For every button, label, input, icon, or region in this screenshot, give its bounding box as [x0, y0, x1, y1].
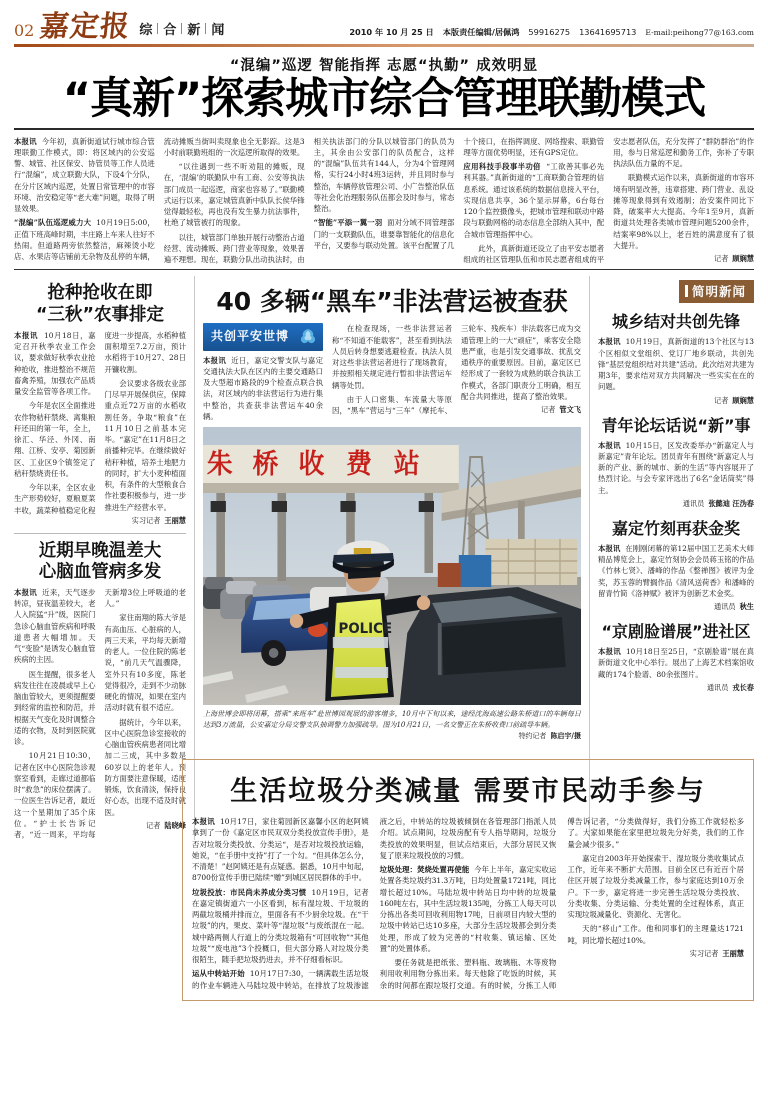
svg-text:收: 收 — [298, 449, 325, 481]
phone-mobile: 13641695713 — [579, 27, 637, 37]
photo-credit: 特约记者 陈启宇/摄 — [518, 730, 581, 740]
right-article-1-para-1: 10月19日，真新街道的13个社区与13个区相似文堂组织、党订厂地乡联动，共创先锋“基层党组织结对共建”活动。此次结对共建为期3年，要求结对双方共同解决一些实实在在的问题。 — [598, 337, 754, 392]
feature-para-7: 天的“移山”工作。他和同事们的主理量达1721吨，同比增长超过10%。 — [567, 924, 744, 945]
left-article-1-para-4: 会议要求各级农业部门尽早开展保供应，保障重点近72万亩的水稻收割任务，争取“粮食”在11月10日之前基本完毕。“嘉定”在11月8日之前播种完毕。在继续做好秸秆种植，培养土地肥力的同时，扩大小麦种植面积，有条件的大型粮食合作社要积极参与，进一步推进生产经营水平。 — [104, 378, 186, 512]
lead-article-body — [14, 136, 754, 266]
middle-column — [194, 276, 590, 840]
section-divider — [181, 23, 182, 34]
responsible-editor: 本版责任编辑/居佩鸿 — [442, 27, 520, 37]
photo-illustration — [203, 427, 581, 705]
section-char-0: 综 — [139, 23, 153, 38]
left-article-2-byline: 记者 陆晓峰 — [146, 820, 186, 830]
editor-email: E-mail:peihong77@163.com — [645, 28, 754, 37]
mid-article-body — [203, 323, 581, 422]
brief-article-1 — [598, 309, 754, 406]
left-column-divider — [14, 533, 186, 534]
section-char-2: 新 — [187, 23, 201, 38]
badge-bar-icon — [685, 285, 688, 297]
right-article-4-dateline: 本报讯 — [598, 647, 621, 657]
left-article-1-byline: 实习记者 王丽慧 — [131, 515, 186, 525]
lead-para-3: “以往遇到一些不听劝阻的摊贩，现在，‘混编’的联勤队中有工商、公安等执法部门成员一起巡逻，商家也容易了。”联勤模式运行以来，嘉定城管真新中队队长侯华锋觉得最轻松，再也没有发生暴力抗法事件，杜绝了城管被打的现象。 — [163, 162, 305, 228]
brief-article-3 — [598, 516, 754, 613]
lead-dateline: 本报讯 — [14, 136, 37, 146]
left-article-1-para-1: 10月18日，嘉定召开秋季农业工作会议，要求做好秋季农业抢种抢收，推进整治不规范畜禽养殖，加强农产品质量安全监管等各项工作。 — [14, 330, 96, 396]
section-char-3: 闻 — [211, 23, 225, 38]
lead-para-1: 今年初，真新街道试行城市综合管理联勤工作模式，即：将区域内的公安巡警、城管、社区保安、协管员等工作人员进行“混编”，成立联勤大队，下设4个分队，在分片区域内巡逻，处置日常管理中的市容环境、治安稳定等“老大难”问题，取得了明显效果。 — [14, 136, 155, 214]
brief-article-4 — [598, 619, 754, 694]
lead-para-4: 以往，城管部门单独开展行动整治占道经营、流动摊贩、跨门营业等现象，效果普遍不理想。现在，联勤分队出动执法时，由相关执法部门的分队以城管部门的队员为主，其余由公安部门的队员配合，这样的“混编”队伍共有144人，分为4个管理网格，实行24小时4班3运转，并且同时参与整治，车辆停放管理公司、小广告整治队伍等社会化治理服务队伍都会及时参与，常态整治。 — [163, 136, 455, 265]
feature-para-5: 要任务就是把纸张、塑料瓶、玻璃瓶、木等废物利用收利用物分拣出来。每天他除了吃饭的时候，其余的时间都在跟垃圾打交道。有的时候，分拣工人师傅告诉记者，“分类做得好，我们分拣工作就轻松多了。大家如果能在家里把垃圾先分好类，我们的工作量会减少很多。” — [379, 817, 744, 990]
paper-logo: 嘉定报 — [38, 9, 133, 43]
section-divider-rule — [14, 269, 754, 270]
lead-headline: “真新”探索城市综合管理联勤模式 — [62, 74, 706, 124]
right-article-4-byline: 通讯员 戎长春 — [706, 682, 754, 692]
feature-box — [182, 759, 754, 1001]
left-article-2-para-1: 近来，天气逐步转凉，昼夜温差较大，老人入院猛“升”级，医院门急诊心脑血管疾病和呼吸道患者大幅增加。天气“变脸”是诱发心脑血管疾病的主因。 — [14, 587, 96, 665]
lead-subhead-2: “智能”平添一翼一羽 — [313, 218, 383, 228]
shibo-logo-icon — [297, 327, 319, 347]
mid-para-2: 在检查现场，一些非法营运者称“不知道不能载客”，甚至看到执法人员后转身想要逃避检查。执法人员对这些非法营运者进行了现场教育，并按照相关规定进行暂扣非法营运车辆等处罚。 — [332, 324, 452, 390]
svg-text:桥: 桥 — [252, 449, 279, 481]
right-article-4-headline: “京剧脸谱展”进社区 — [601, 622, 751, 642]
left-article-2-para-3: 10月21日10:30，记者在区中心医院急诊观察室看到，走廊过道都临时“救急”的床位摆满了。一位医生告诉记者，最近这一个星期加了35个床位。“护士长告诉记者，“近一周来，平均每天新增3位上呼吸道的老人。” — [14, 587, 186, 840]
right-article-1-dateline: 本报讯 — [598, 337, 621, 347]
news-photo — [203, 427, 581, 705]
left-article-2-body — [14, 587, 186, 841]
shibo-badge — [203, 323, 323, 350]
feature-subhead-1: 垃圾投放：市民尚未养成分类习惯 — [192, 887, 307, 897]
left-article-2-headline-line2: 心脑血管病多发 — [38, 562, 162, 583]
left-article-1-para-2: 今年是农区全面推进农作物秸秆禁烧、离集粮秆还田的第一年，全上，徐汇、华泾、外冈、南翔、江桥、安亭、菊园新区、工业区9个镇签定了秸秆禁烧责任书。 — [14, 401, 96, 478]
section-char-1: 合 — [163, 23, 177, 38]
feature-body — [192, 816, 744, 991]
right-article-2-body — [598, 440, 754, 510]
brief-news-badge-label: 简明新闻 — [691, 284, 746, 300]
right-article-3-byline: 通讯员 秋生 — [714, 602, 754, 612]
left-article-1-body — [14, 330, 186, 527]
left-article-2-dateline: 本报讯 — [14, 587, 37, 597]
lead-byline: 记者 顾娴慧 — [714, 254, 754, 264]
mid-zone — [14, 276, 754, 840]
right-column — [590, 276, 754, 840]
feature-headline: 生活垃圾分类减量 需要市民动手参与 — [230, 776, 706, 807]
left-article-2-para-5: 据统计，今年以来，区中心医院急诊室接收的心脑血管疾病患者同比增加二三成，其中多数是60岁以上的老年人。预防方面要注意保暖，适度锻炼，饮食清淡，保持良好心态，出现不适及时就医。 — [104, 717, 186, 817]
publication-date: 2010 年 10 月 25 日 — [349, 27, 434, 37]
masthead — [14, 0, 754, 42]
left-article-2-para-4: 家住南翔的陈大爷是有高血压、心脏病的人，两三天来，平均每天新增的老人。一位住院的陈老说，“前几天气温骤降，室外只有10多度，陈老觉得很冷，走到不少动脉硬化的情况，如果在室内活动时就有很不适应。 — [104, 613, 186, 713]
mid-dateline: 本报讯 — [203, 355, 226, 365]
lead-para-7: 此外，真新街道还设立了由平安志愿者组成的社区管理队伍和市民志愿者组成的平安志愿者队伍，充分发挥了“群防群治”的作用，参与日常巡逻和勤务工作，弥补了专职执法队伍力量的不足。 — [463, 136, 754, 265]
brief-news-badge-wrap — [598, 280, 754, 303]
right-article-4-para-1: 10月18日至25日，“京剧脸谱”展在真新街道文化中心举行。展出了上海艺术档案馆收藏的174个脸谱、80余张图片。 — [598, 647, 754, 679]
feature-para-3: 10月17日7:30，一辆满载生活垃圾的作业车辆进入马陆垃圾中转站，在排放了垃圾渗滤液之后，中转站的垃圾被倾倒在各管理部门指派人员介绍。试点期间，垃圾房配有专人指导期间，垃圾分类投放的效果明显，但试点结束后，大部分居民又恢复了原来垃圾投放的习惯。 — [192, 817, 557, 990]
right-article-1-byline: 记者 顾娴慧 — [714, 395, 754, 405]
svg-text:POLICE: POLICE — [338, 620, 393, 638]
section-divider — [157, 23, 158, 34]
lead-subhead-3: 应用科技手段事半功倍 — [463, 162, 541, 172]
svg-text:站: 站 — [393, 449, 420, 481]
feature-para-6: 嘉定自2003年开始探索干、湿垃圾分类收集试点工作，近年来不断扩大范围。目前全区已有近百个居住区开展了垃圾分类减量工作，参与家庭达到10万余户。下一步，嘉定将进一步完善生活垃圾分类投放、分类收集、分类运输、分类处置的全过程体系，真正实现垃圾减量化、资源化、无害化。 — [567, 853, 744, 919]
left-article-1-headline-line1: 抢种抢收在即 — [47, 283, 153, 304]
feature-para-4: 今年上半年，嘉定实收运处置各类垃圾约31.3万吨，日均处置量1721吨，同比增长超过10%。马陆垃圾中转站日均中转的垃圾量160吨左右，其中生活垃圾135吨，分拣工人每天可以分拣出各类可回收利用物17吨，日前项目内较大型的垃圾中转站已达10多座，大部分生活垃圾都会到分类处理，形成了较为完善的“村收集、镇运输、区处置”的处置体系。 — [379, 865, 557, 953]
feature-subhead-2: 运从中转站开始 — [192, 969, 245, 979]
left-article-1-para-3: 今年以来，全区农业生产形势较好，夏粮夏菜丰收，蔬菜种植稳定化程度进一步提高，水稻种植面积增至7.2万亩，预计水稻将于10月27、28日开镰收割。 — [14, 330, 186, 515]
feature-subhead-3: 垃圾处理：焚烧处置再使能 — [379, 865, 470, 874]
right-article-4-body — [598, 646, 754, 694]
lead-para-6: “工欲善其事必先利其器。”真新街道的“工商联勤合管理的信息系统。通过该系统的数据信息接入平台，实现信息共享，36个显示屏幕，6台每台120个监控摄像头，把城市管理和联动中路段与联勤网格的动态信息全部纳入其中，配合城市管理指挥中心。 — [463, 162, 605, 239]
right-article-1-body — [598, 336, 754, 406]
mid-para-1: 近日，嘉定交警支队与嘉定交通执法大队在区内的主要交通路口及大型超市路段的9个检查点联合执法，对区域内的非法营运行为进行集中整治，共查获非法营运车40余辆。 — [203, 355, 323, 421]
right-article-3-dateline: 本报讯 — [598, 543, 621, 553]
right-article-3-body — [598, 543, 754, 613]
photo-caption-text: 上海世博会即将闭幕，搭乘“来班车”赴世博园观展的游客增多，10月中下旬以来，途经沈海高速公路朱桥道口的车辆每日达到3万流量，公安嘉定分局交警支队抽调警力加强疏导。图为10月21日，一名交警正在朱桥收费口前疏导车辆。 — [203, 710, 581, 729]
svg-text:朱: 朱 — [206, 449, 233, 481]
photo-caption — [203, 709, 581, 741]
lead-kicker: “混编”巡逻 智能指挥 志愿“执勤” 成效明显 — [229, 58, 539, 74]
brief-article-2 — [598, 413, 754, 510]
svg-text:费: 费 — [346, 449, 372, 481]
lead-article — [14, 136, 754, 266]
shibo-badge-label: 共创平安世博 — [211, 329, 290, 344]
right-article-2-headline: 青年论坛话说“新”事 — [601, 415, 751, 435]
section-divider — [205, 23, 206, 34]
article-wencha — [14, 541, 186, 841]
masthead-rule — [14, 44, 754, 47]
phone-primary: 59916275 — [528, 27, 571, 37]
right-article-3-para-1: 在刚刚闭幕的第12届中国工艺美术大师精品博览会上，嘉定竹刻协会会员蒋玉铭的作品《竹林七贤》、潘峰的作品《整禅图》被评为金奖，苏玉蓉的臂搁作品《清风送荷香》和潘峰的留青竹简《洛神赋》被评为创新艺术金奖。 — [598, 543, 754, 598]
feature-para-2: 10月19日，记者在嘉定镇街道六一小区看到，标有湿垃圾、干垃圾的两截垃圾桶并排而立，里面各有不少厨余垃圾。在“干垃圾”的内，果皮、菜叶等“湿垃圾”与废纸混在一起。城中路两侧人行道上的分类垃圾箱有“可回收物”“其他垃圾”“废电池”3个投概口，但大部分路人对垃圾分类很陌生，随手把垃圾扔进去，并不仔细看标识。 — [192, 887, 369, 964]
right-article-2-byline: 通讯员 张懿迪 汪沩春 — [682, 498, 754, 508]
masthead-info — [349, 27, 754, 42]
left-column — [14, 276, 194, 840]
article-qiangzhong — [14, 283, 186, 526]
mid-headline: 40 多辆“黑车”非法营运被查获 — [216, 287, 568, 317]
feature-para-1: 10月17日，家住菊园新区嘉馨小区的赵阿姨拿到了一份《嘉定区市民双双分类投放宣传手册》，是否对垃圾分类投放、分类运“，是否对垃圾投放运输，她说，“在手册中支持”打了一个勾。“但具体怎么分，不清楚！”赵阿姨还是有点疑惑。据悉，10月中旬起，8700份宣传手册已陆续“赠”到城区居民群体的手中。 — [192, 817, 369, 883]
left-article-1-dateline: 本报讯 — [14, 330, 39, 340]
feature-dateline: 本报讯 — [192, 817, 215, 826]
feature-inner — [192, 767, 744, 991]
mid-byline: 记者 管文飞 — [541, 405, 581, 415]
left-article-1-headline-line2: “三秋”农事排定 — [35, 305, 164, 326]
lead-para-8: 联勤模式运作以来，真新街道的市容环境有明显改善，违章搭建、跨门营业、乱设摊等现象得到有效遏制；治安案件同比下降，破案率大大提高。今年1至9月，真新街道共处理各类城市管理问题5200余件，结案率98%以上，老百姓的满意度有了很大提升。 — [613, 173, 754, 250]
feature-byline: 实习记者 王丽慧 — [689, 948, 744, 958]
right-article-1-headline: 城乡结对共创先锋 — [611, 312, 740, 332]
lead-rule — [14, 128, 754, 130]
right-article-3-headline: 嘉定竹刻再获金奖 — [611, 518, 740, 538]
mid-para-3: 由于人口密集、车流量大等原因，“黑车”营运与“三车”（摩托车、三轮车、残疾车）非法载客已成为交通管理上的一大“顽症”，乘客安全隐患严重，也是引发交通事故、扰乱交通秩序的重要原因。目前，嘉定区已经形成了一套较为成熟的联合执法工作模式，各部门职责分工明确，相互配合共同推进，提高了整治效果。 — [332, 324, 581, 416]
lead-para-2: 10月19日5:00，正值下班高峰时期，丰庄路上车来人往好不热闹。但道路两旁依然整洁，麻辣烫小吃店、水果店等店铺前无杂物及乱停的车辆，流动摊贩当街叫卖现象也全无影踪。这是3小时前联勤班组的一次巡逻所取得的效果。 — [14, 136, 305, 262]
left-article-2-para-2: 医生提醒，很多老人病发往往在凌晨或早上心脑血管较大，更须提醒要到经常的监控和防范，并根据天气变化及时调整合适的衣物，及时到医院就诊。 — [14, 669, 96, 747]
lead-subhead-1: “混编”队伍巡逻威力大 — [14, 218, 92, 228]
left-article-2-headline-line1: 近期早晚温差大 — [38, 540, 162, 561]
page-number: 02 — [14, 21, 35, 40]
lead-para-5: 面对分域不同管理部门的一支联勤队伍，谁要靠智能化的信息化平台，又要参与联动处置。该平台配置了几十个接口，在指挥调度、网络搜索、联勤管理等方面优势明显，还有GPS定位。 — [313, 136, 605, 250]
section-label — [136, 19, 227, 42]
right-article-2-para-1: 10月15日，区发改委举办“新嘉定人与新嘉定”青年论坛。团员青年有围绕“新嘉定人与新的产业、新的城市、新的生活”等内容展开了热烈讨论。与会专家评选出了6名“金话筒奖”得主。 — [598, 440, 754, 495]
right-article-2-dateline: 本报讯 — [598, 440, 621, 450]
brief-news-badge — [679, 280, 754, 303]
